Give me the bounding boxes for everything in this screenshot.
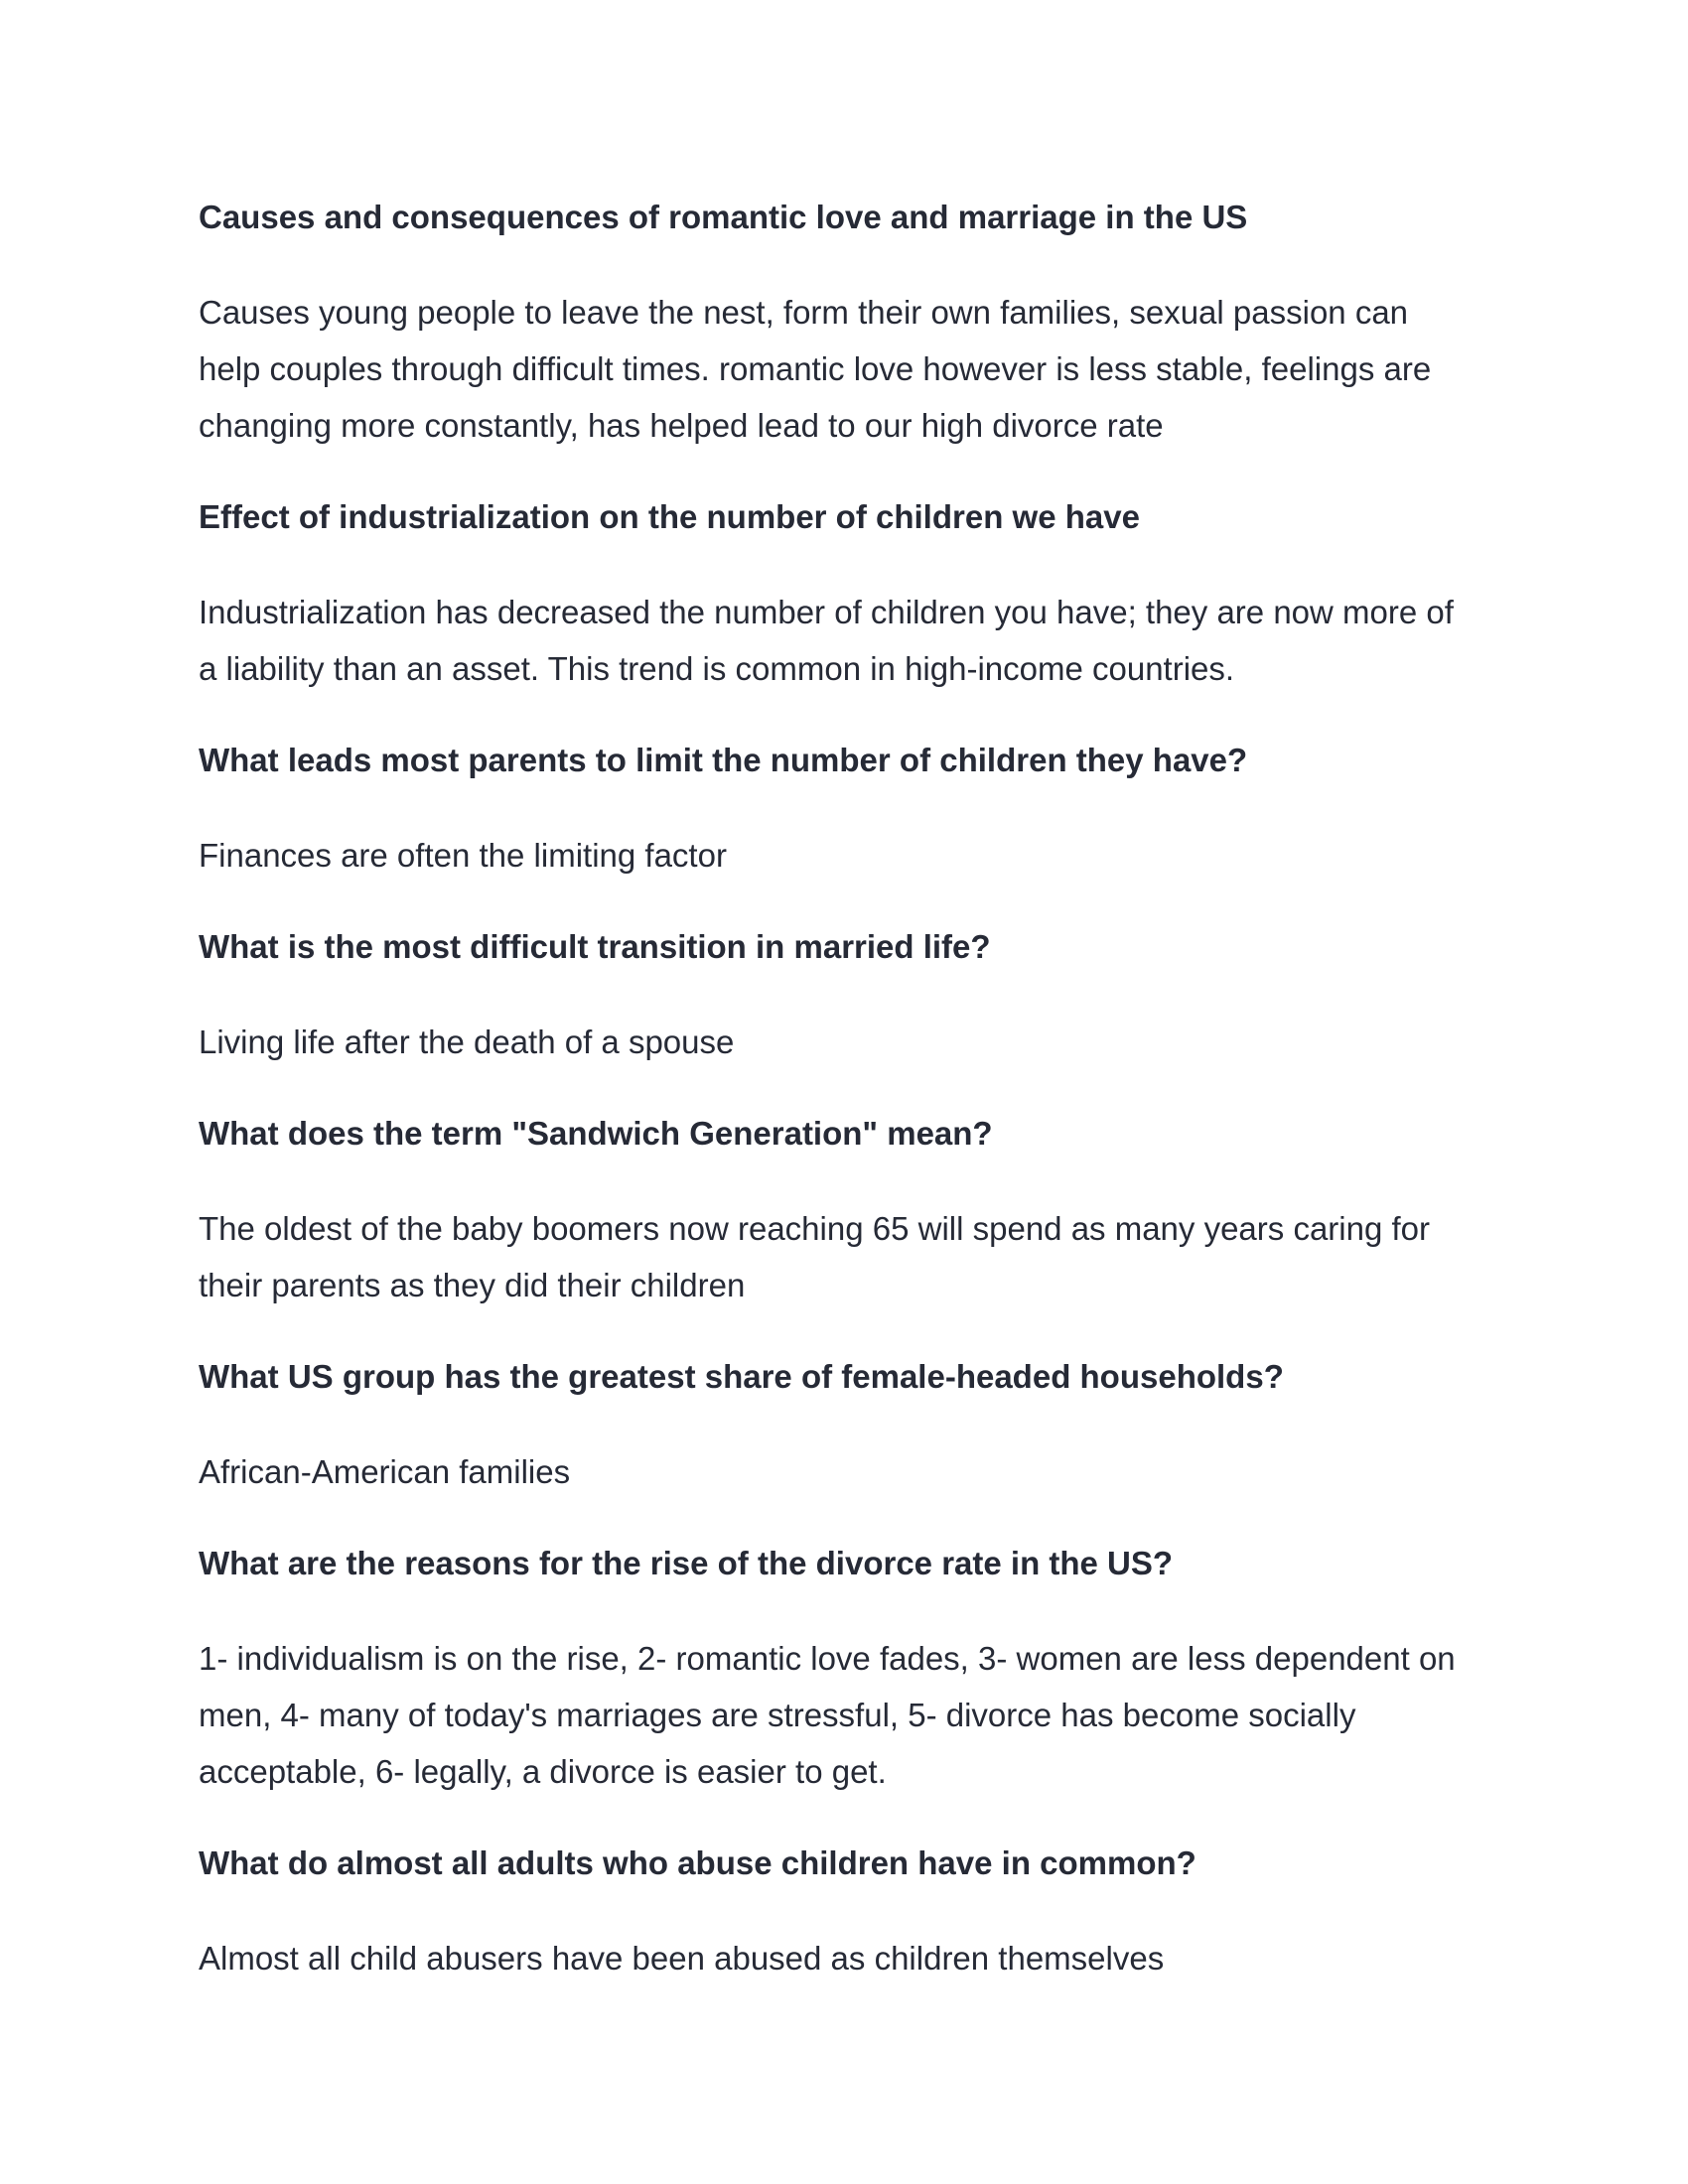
- answer-text: [199, 584, 1489, 697]
- question-heading: What leads most parents to limit the number of children they have?: [199, 742, 1248, 778]
- answer-line: The oldest of the baby boomers now reaching 65 will spend as many years caring for: [199, 1210, 1430, 1247]
- answer-line: Causes young people to leave the nest, form their own families, sexual passion can: [199, 294, 1409, 331]
- qa-item-6: [199, 1354, 1489, 1500]
- document-page: [199, 195, 1489, 2027]
- answer-line: African-American families: [199, 1453, 571, 1490]
- answer-text: [199, 827, 1489, 884]
- qa-item-7: [199, 1541, 1489, 1800]
- question-heading: Causes and consequences of romantic love and marriage in the US: [199, 199, 1248, 235]
- question-heading: What does the term "Sandwich Generation" mean?: [199, 1115, 993, 1152]
- answer-line: Living life after the death of a spouse: [199, 1024, 735, 1060]
- question-heading: What US group has the greatest share of female-headed households?: [199, 1358, 1284, 1395]
- qa-item-3: [199, 738, 1489, 884]
- qa-item-8: [199, 1841, 1489, 1986]
- qa-item-4: [199, 924, 1489, 1070]
- answer-line: Finances are often the limiting factor: [199, 837, 727, 874]
- question-heading: What do almost all adults who abuse children have in common?: [199, 1844, 1196, 1881]
- qa-item-2: [199, 494, 1489, 697]
- answer-line: a liability than an asset. This trend is common in high-income countries.: [199, 650, 1235, 687]
- answer-line: their parents as they did their children: [199, 1267, 746, 1303]
- answer-text: [199, 1014, 1489, 1070]
- question-heading: What are the reasons for the rise of the divorce rate in the US?: [199, 1545, 1174, 1581]
- qa-item-1: [199, 195, 1489, 454]
- answer-line: help couples through difficult times. romantic love however is less stable, feelings are: [199, 350, 1432, 387]
- answer-text: [199, 284, 1489, 454]
- answer-text: [199, 1630, 1489, 1800]
- answer-text: [199, 1443, 1489, 1500]
- answer-line: Industrialization has decreased the number of children you have; they are now more of: [199, 594, 1454, 630]
- answer-line: Almost all child abusers have been abused as children themselves: [199, 1940, 1165, 1977]
- answer-text: [199, 1200, 1489, 1313]
- question-heading: What is the most difficult transition in married life?: [199, 928, 991, 965]
- answer-line: men, 4- many of today's marriages are stressful, 5- divorce has become socially: [199, 1697, 1356, 1733]
- answer-line: 1- individualism is on the rise, 2- romantic love fades, 3- women are less dependent on: [199, 1640, 1456, 1677]
- question-heading: Effect of industrialization on the number of children we have: [199, 498, 1140, 535]
- answer-text: [199, 1930, 1489, 1986]
- answer-line: acceptable, 6- legally, a divorce is easier to get.: [199, 1753, 887, 1790]
- answer-line: changing more constantly, has helped lead to our high divorce rate: [199, 407, 1164, 444]
- qa-item-5: [199, 1111, 1489, 1313]
